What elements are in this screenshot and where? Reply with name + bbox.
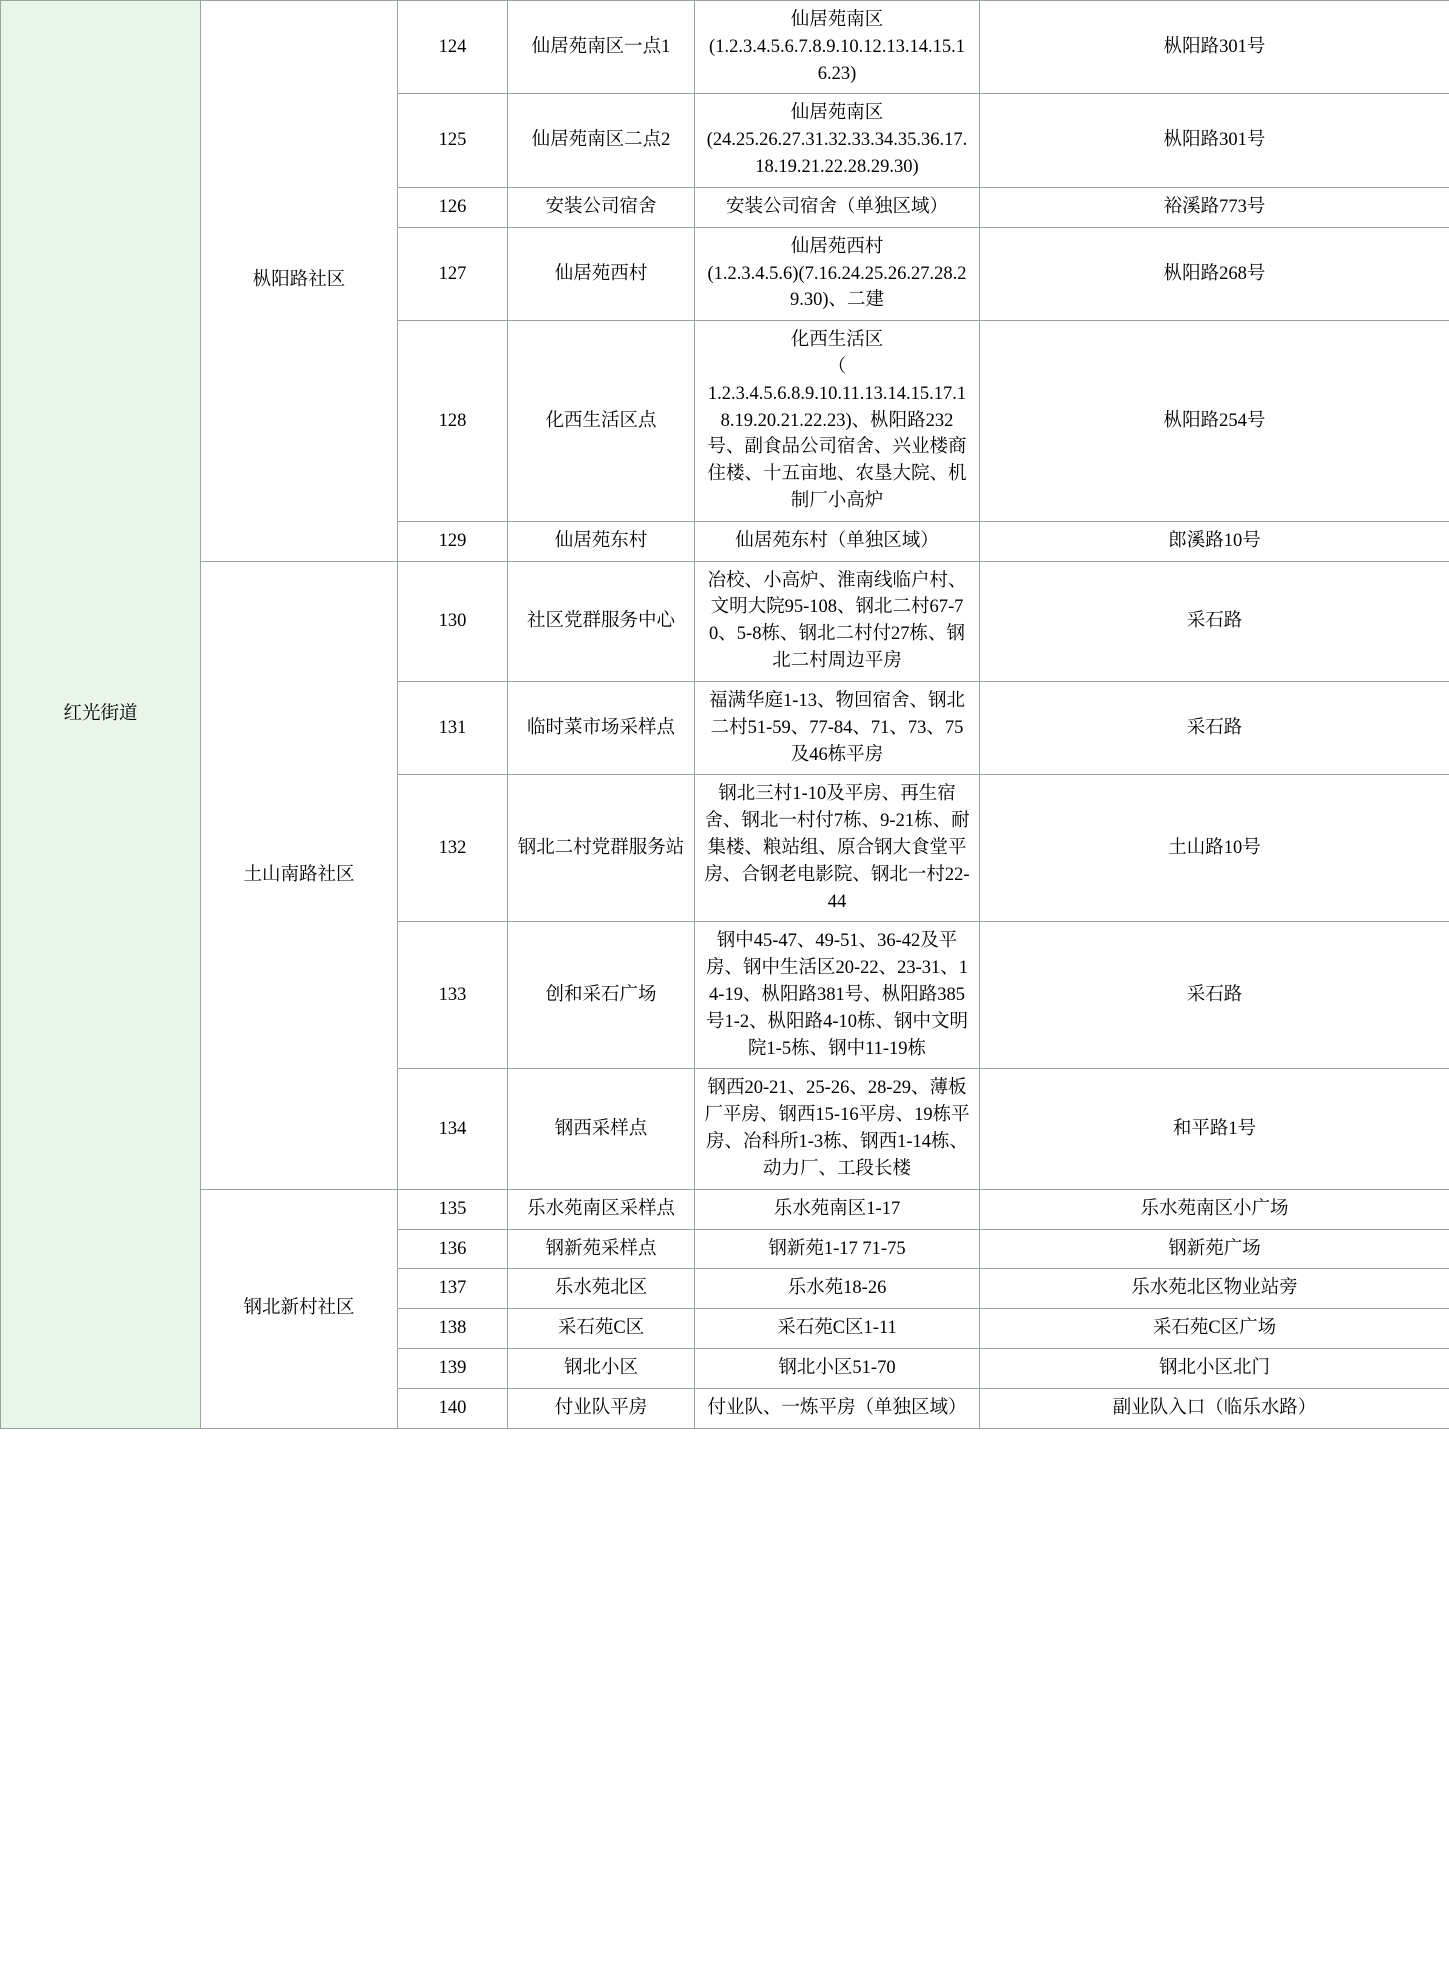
coverage-range-cell: 仙居苑南区 (24.25.26.27.31.32.33.34.35.36.17.18.19.21.22.28.29.30) [695,94,980,187]
sampling-point-name-cell: 钢新苑采样点 [508,1229,695,1269]
row-index-cell: 125 [398,94,508,187]
coverage-range-cell: 福满华庭1-13、物回宿舍、钢北二村51-59、77-84、71、73、75及46栋平房 [695,681,980,774]
sampling-point-name-cell: 采石苑C区 [508,1309,695,1349]
sampling-point-name-cell: 乐水苑北区 [508,1269,695,1309]
address-cell: 郎溪路10号 [980,521,1449,561]
sampling-point-name-cell: 创和采石广场 [508,922,695,1069]
coverage-range-cell: 钢北三村1-10及平房、再生宿舍、钢北一村付7栋、9-21栋、耐集楼、粮站组、原合钢大食堂平房、合钢老电影院、钢北一村22-44 [695,775,980,922]
row-index-cell: 140 [398,1388,508,1428]
coverage-range-cell: 安装公司宿舍（单独区域） [695,187,980,227]
coverage-range-cell: 仙居苑西村 (1.2.3.4.5.6)(7.16.24.25.26.27.28.29.30)、二建 [695,227,980,320]
row-index-cell: 130 [398,561,508,681]
address-cell: 和平路1号 [980,1069,1449,1189]
coverage-range-cell: 钢西20-21、25-26、28-29、薄板厂平房、钢西15-16平房、19栋平房、冶科所1-3栋、钢西1-14栋、动力厂、工段长楼 [695,1069,980,1189]
coverage-range-cell: 乐水苑南区1-17 [695,1189,980,1229]
table-body [1,1,1449,1429]
table-row [1,1,1449,94]
address-cell: 采石苑C区广场 [980,1309,1449,1349]
address-cell: 乐水苑北区物业站旁 [980,1269,1449,1309]
coverage-range-cell: 付业队、一炼平房（单独区域） [695,1388,980,1428]
sampling-point-name-cell: 安装公司宿舍 [508,187,695,227]
sampling-point-name-cell: 钢西采样点 [508,1069,695,1189]
row-index-cell: 124 [398,1,508,94]
address-cell: 土山路10号 [980,775,1449,922]
coverage-range-cell: 仙居苑南区 (1.2.3.4.5.6.7.8.9.10.12.13.14.15.16.23) [695,1,980,94]
address-cell: 采石路 [980,561,1449,681]
address-cell: 钢新苑广场 [980,1229,1449,1269]
row-index-cell: 128 [398,321,508,522]
coverage-range-cell: 采石苑C区1-11 [695,1309,980,1349]
community-name-cell: 枞阳路社区 [201,1,398,562]
row-index-cell: 129 [398,521,508,561]
row-index-cell: 138 [398,1309,508,1349]
row-index-cell: 131 [398,681,508,774]
address-cell: 采石路 [980,922,1449,1069]
sampling-point-name-cell: 仙居苑南区二点2 [508,94,695,187]
row-index-cell: 137 [398,1269,508,1309]
address-cell: 钢北小区北门 [980,1348,1449,1388]
coverage-range-cell: 钢中45-47、49-51、36-42及平房、钢中生活区20-22、23-31、14-19、枞阳路381号、枞阳路385号1-2、枞阳路4-10栋、钢中文明院1-5栋、钢中11-19栋 [695,922,980,1069]
sampling-point-name-cell: 化西生活区点 [508,321,695,522]
street-name-cell: 红光街道 [1,1,201,1429]
row-index-cell: 132 [398,775,508,922]
community-name-cell: 土山南路社区 [201,561,398,1189]
address-cell: 枞阳路301号 [980,94,1449,187]
table-row [1,1189,1449,1229]
sampling-point-name-cell: 仙居苑南区一点1 [508,1,695,94]
community-name-cell: 钢北新村社区 [201,1189,398,1428]
coverage-range-cell: 仙居苑东村（单独区域） [695,521,980,561]
address-cell: 采石路 [980,681,1449,774]
row-index-cell: 135 [398,1189,508,1229]
sampling-point-name-cell: 付业队平房 [508,1388,695,1428]
coverage-range-cell: 冶校、小高炉、淮南线临户村、文明大院95-108、钢北二村67-70、5-8栋、钢北二村付27栋、钢北二村周边平房 [695,561,980,681]
row-index-cell: 133 [398,922,508,1069]
coverage-range-cell: 钢新苑1-17 71-75 [695,1229,980,1269]
sampling-point-name-cell: 乐水苑南区采样点 [508,1189,695,1229]
row-index-cell: 134 [398,1069,508,1189]
address-cell: 枞阳路254号 [980,321,1449,522]
address-cell: 副业队入口（临乐水路） [980,1388,1449,1428]
table-row [1,561,1449,681]
row-index-cell: 127 [398,227,508,320]
coverage-range-cell: 乐水苑18-26 [695,1269,980,1309]
coverage-range-cell: 化西生活区 （ 1.2.3.4.5.6.8.9.10.11.13.14.15.17.18.19.20.21.22.23)、枞阳路232号、副食品公司宿舍、兴业楼商住楼、十五亩地、农垦大院、机制厂小高炉 [695,321,980,522]
row-index-cell: 139 [398,1348,508,1388]
sampling-point-name-cell: 仙居苑东村 [508,521,695,561]
address-cell: 枞阳路301号 [980,1,1449,94]
row-index-cell: 136 [398,1229,508,1269]
address-cell: 枞阳路268号 [980,227,1449,320]
sampling-point-name-cell: 临时菜市场采样点 [508,681,695,774]
coverage-range-cell: 钢北小区51-70 [695,1348,980,1388]
sampling-point-name-cell: 钢北小区 [508,1348,695,1388]
address-cell: 乐水苑南区小广场 [980,1189,1449,1229]
sampling-point-name-cell: 仙居苑西村 [508,227,695,320]
sampling-point-name-cell: 社区党群服务中心 [508,561,695,681]
row-index-cell: 126 [398,187,508,227]
address-cell: 裕溪路773号 [980,187,1449,227]
sampling-point-name-cell: 钢北二村党群服务站 [508,775,695,922]
